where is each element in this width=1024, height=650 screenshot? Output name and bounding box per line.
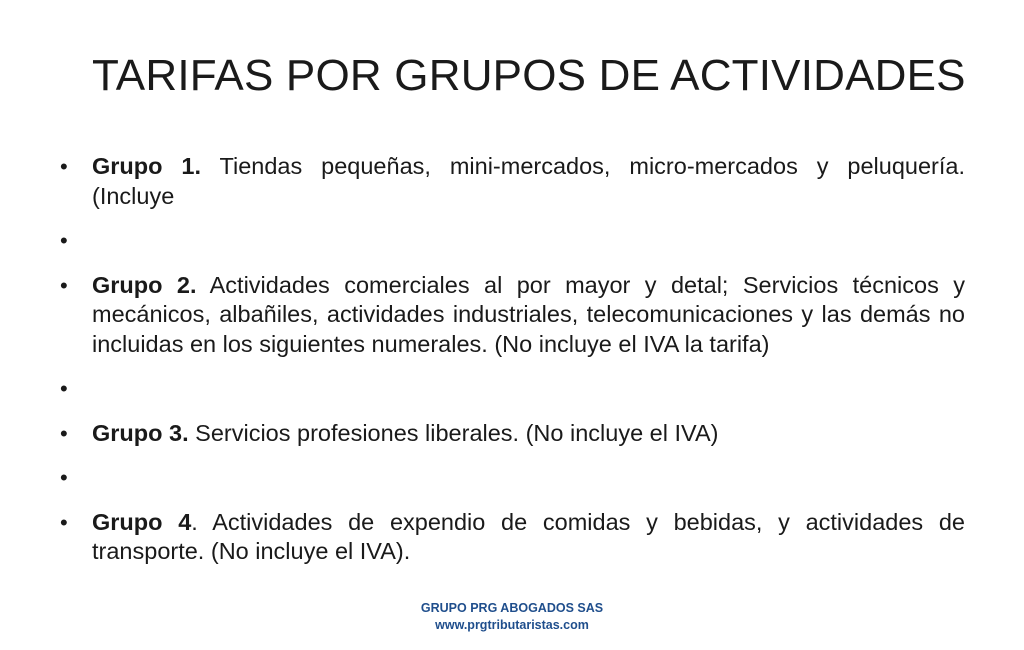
bullet-heading: Grupo 4 xyxy=(92,508,192,535)
bullet-item-empty xyxy=(60,226,965,256)
bullet-heading: Grupo 3. xyxy=(92,419,189,446)
bullet-dot-icon: • xyxy=(60,154,68,179)
bullet-text: Servicios profesiones liberales. (No incluye el IVA) xyxy=(188,419,719,446)
bullet-item-grupo-3 xyxy=(60,419,965,449)
bullet-item-grupo-2 xyxy=(60,271,965,360)
bullet-dot-icon: • xyxy=(60,272,68,298)
bullet-dot-icon: • xyxy=(60,228,68,253)
footer xyxy=(0,600,1024,634)
bullet-dot-icon: • xyxy=(60,420,68,446)
bullet-text: Tiendas pequeñas, mini-mercados, micro-mercados y peluquería. (Incluye xyxy=(92,153,965,209)
bullet-item-empty xyxy=(60,463,965,493)
bullet-list xyxy=(60,152,965,582)
bullet-heading: Grupo 2. xyxy=(92,271,197,298)
bullet-text: . Actividades de expendio de comidas y bebidas, y actividades de transporte. (No incluye el IVA). xyxy=(92,508,965,564)
bullet-heading: Grupo 1. xyxy=(92,153,202,179)
bullet-item-grupo-4 xyxy=(60,508,965,567)
bullet-dot-icon: • xyxy=(60,376,68,401)
bullet-item-grupo-1 xyxy=(60,152,965,211)
slide-title: TARIFAS POR GRUPOS DE ACTIVIDADES xyxy=(92,51,966,100)
bullet-dot-icon: • xyxy=(60,465,68,490)
bullet-text: Actividades comerciales al por mayor y detal; Servicios técnicos y mecánicos, albañiles, actividades industriales, telecomunicaciones y las demás no incluidas en los siguientes numerales. (No incluye el IVA la tarifa) xyxy=(92,271,965,357)
footer-website: www.prgtributaristas.com xyxy=(435,618,589,632)
bullet-dot-icon: • xyxy=(60,509,68,535)
footer-company: GRUPO PRG ABOGADOS SAS xyxy=(420,601,604,615)
bullet-item-empty xyxy=(60,374,965,404)
